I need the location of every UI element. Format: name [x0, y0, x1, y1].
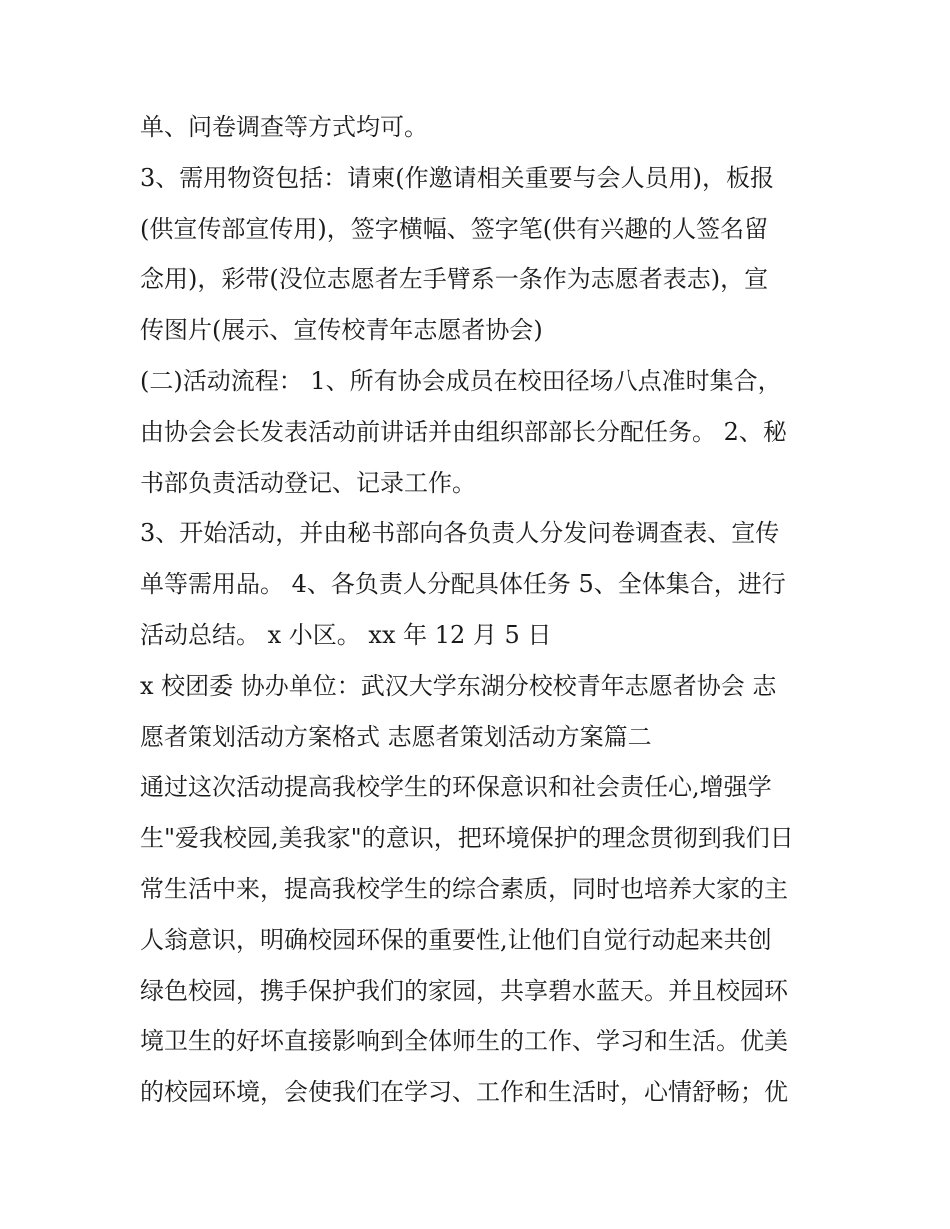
text-line: 活动总结。 x 小区。 xx 年 12 月 5 日 — [140, 620, 552, 649]
text-line: 3、开始活动，并由秘书部向各负责人分发问卷调查表、宣传 — [140, 519, 780, 548]
text-line: 传图片(展示、宣传校青年志愿者协会) — [140, 316, 543, 345]
document-body — [140, 102, 840, 1118]
text-line: x 校团委 协办单位：武汉大学东湖分校校青年志愿者协会 志 — [140, 671, 777, 700]
text-line: (二)活动流程： 1、所有协会成员在校田径场八点准时集合， — [140, 366, 782, 395]
text-line: 由协会会长发表活动前讲话并由组织部部长分配任务。 2、秘 — [140, 417, 787, 446]
text-line: 单、问卷调查等方式均可。 — [140, 113, 428, 141]
text-line: 通过这次活动提高我校学生的环保意识和社会责任心,增强学 — [140, 773, 772, 802]
text-line: 境卫生的好坏直接影响到全体师生的工作、学习和生活。优美 — [140, 1027, 788, 1056]
text-line: (供宣传部宣传用)，签字横幅、签字笔(供有兴趣的人签名留 — [140, 214, 769, 243]
text-line: 3、需用物资包括：请柬(作邀请相关重要与会人员用)，板报 — [140, 163, 774, 192]
text-line: 愿者策划活动方案格式 志愿者策划活动方案篇二 — [140, 722, 652, 751]
text-line: 书部负责活动登记、记录工作。 — [140, 468, 476, 497]
text-line: 念用)，彩带(没位志愿者左手臂系一条作为志愿者表志)，宣 — [140, 265, 769, 294]
text-line: 绿色校园，携手保护我们的家园，共享碧水蓝天。并且校园环 — [140, 976, 788, 1005]
text-line: 常生活中来，提高我校学生的综合素质，同时也培养大家的主 — [140, 874, 788, 903]
text-line: 的校园环境，会使我们在学习、工作和生活时，心情舒畅；优 — [140, 1078, 788, 1107]
text-line: 单等需用品。 4、各负责人分配具体任务 5、全体集合，进行 — [140, 570, 786, 599]
text-line: 生"爱我校园,美我家"的意识，把环境保护的理念贯彻到我们日 — [140, 824, 794, 853]
text-line: 人翁意识，明确校园环保的重要性,让他们自觉行动起来共创 — [140, 925, 772, 954]
